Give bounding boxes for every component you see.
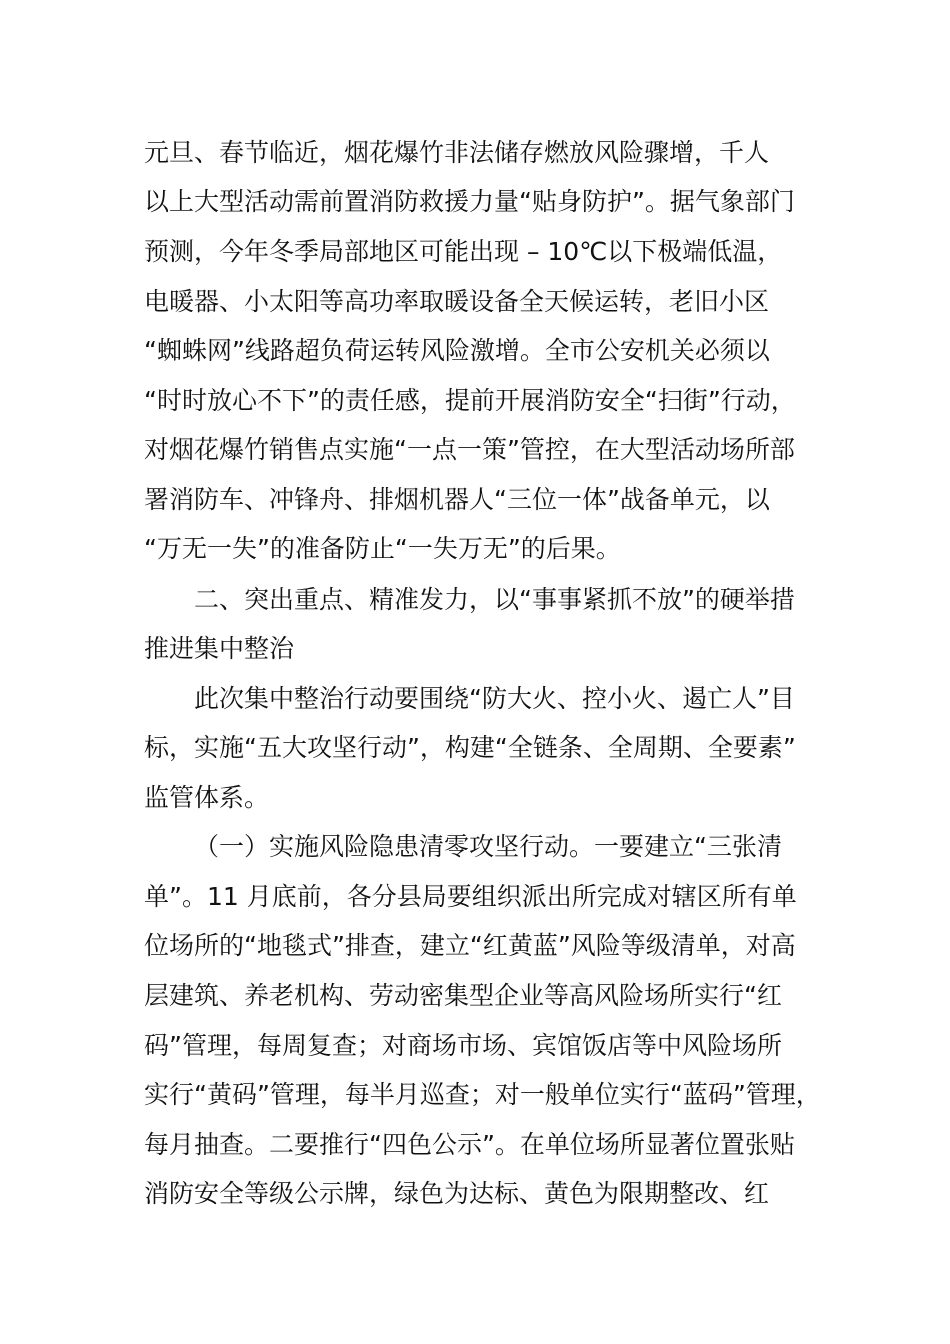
section-heading: 二、突出重点、精准发力，以“事事紧抓不放”的硬举措 bbox=[194, 585, 795, 614]
text-line: 消防安全等级公示牌，绿色为达标、黄色为限期整改、红 bbox=[144, 1179, 770, 1208]
subsection-heading: （一）实施风险隐患清零攻坚行动。一要建立“三张清 bbox=[194, 832, 782, 861]
text-line: 监管体系。 bbox=[144, 783, 270, 812]
text-line: “万无一失”的准备防止“一失万无”的后果。 bbox=[144, 534, 621, 563]
text-line: 元旦、春节临近，烟花爆竹非法储存燃放风险骤增，千人 bbox=[144, 138, 770, 167]
text-line: 标，实施“五大攻坚行动”，构建“全链条、全周期、全要素” bbox=[144, 733, 796, 762]
text-line: 码”管理，每周复查；对商场市场、宾馆饭店等中风险场所 bbox=[144, 1031, 782, 1060]
text-line: 署消防车、冲锋舟、排烟机器人“三位一体”战备单元，以 bbox=[144, 485, 770, 514]
text-line: 以上大型活动需前置消防救援力量“贴身防护”。据气象部门 bbox=[144, 187, 795, 216]
text-line: 电暖器、小太阳等高功率取暖设备全天候运转，老旧小区 bbox=[144, 287, 770, 316]
section-heading: 推进集中整治 bbox=[144, 634, 295, 663]
text-line: 对烟花爆竹销售点实施“一点一策”管控，在大型活动场所部 bbox=[144, 435, 795, 464]
text-line: 实行“黄码”管理，每半月巡查；对一般单位实行“蓝码”管理， bbox=[144, 1080, 821, 1109]
text-line: “蜘蛛网”线路超负荷运转风险激增。全市公安机关必须以 bbox=[144, 336, 770, 365]
text-line: 每月抽查。二要推行“四色公示”。在单位场所显著位置张贴 bbox=[144, 1130, 795, 1159]
text-line: 位场所的“地毯式”排查，建立“红黄蓝”风险等级清单，对高 bbox=[144, 931, 796, 960]
text-line: 层建筑、养老机构、劳动密集型企业等高风险场所实行“红 bbox=[144, 981, 782, 1010]
text-line: “时时放心不下”的责任感，提前开展消防安全“扫街”行动， bbox=[144, 386, 796, 415]
text-line: 预测，今年冬季局部地区可能出现 – 10℃以下极端低温， bbox=[144, 237, 783, 266]
text-line: 此次集中整治行动要围绕“防大火、控小火、遏亡人”目 bbox=[194, 684, 795, 713]
text-line: 单”。11 月底前，各分县局要组织派出所完成对辖区所有单 bbox=[144, 882, 797, 911]
